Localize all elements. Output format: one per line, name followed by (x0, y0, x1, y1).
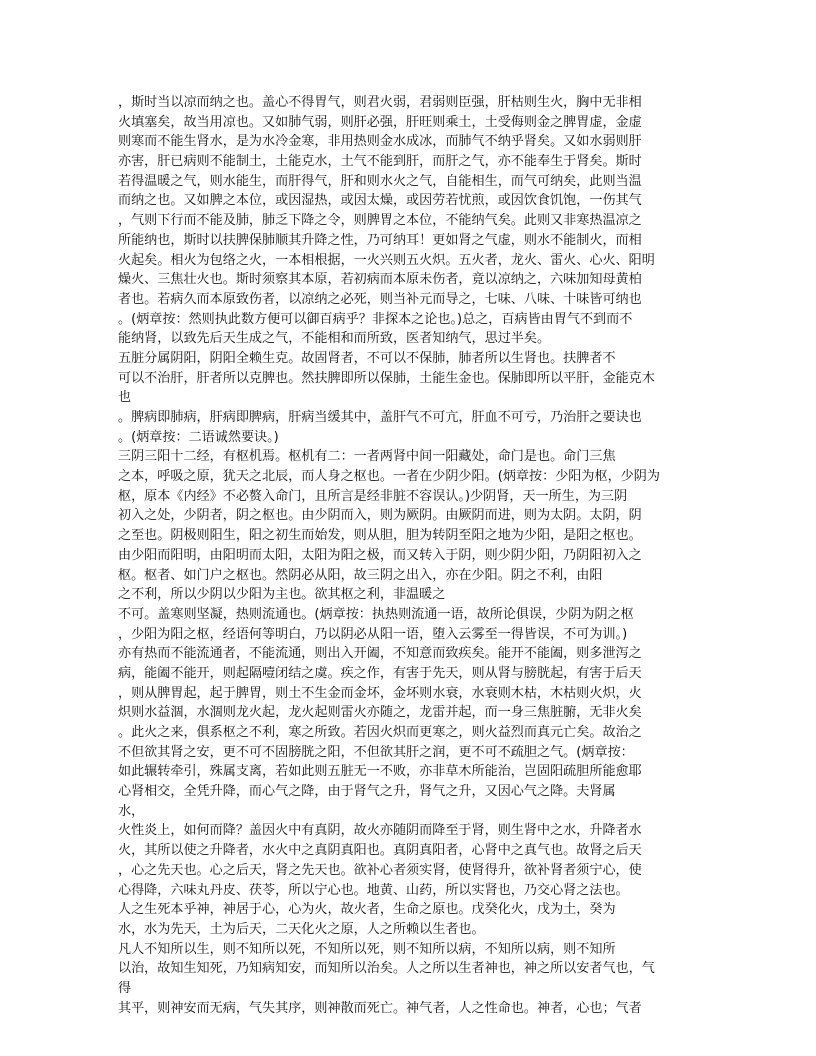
text-line: 。此火之来，俱系枢之不利，寒之所致。若因火炽而更寒之，则火益烈而真元亡矣。故治之 (118, 725, 642, 740)
text-line: 不可。盖寒则坚凝，热则流通也。(炳章按：执热则流通一语，故所论俱误，少阴为阴之枢 (118, 606, 634, 622)
text-line: 由少阳而阳明，由阳明而太阳，太阳为阳之极，而又转入于阴，则少阴少阳，乃阴阳初入之 (118, 547, 642, 563)
text-line: 火，其所以使之升降者，水火中之真阴真阳也。真阴真阳者，心肾中之真气也。故肾之后天 (118, 843, 642, 859)
text-line: 亦害，肝已病则不能制土，土能克水，土气不能到肝，而肝之气，亦不能奉生于肾矣。斯时 (118, 154, 642, 170)
text-line: 五脏分属阴阳，阴阳全赖生克。故固肾者，不可以不保肺，肺者所以生肾也。扶脾者不 (118, 350, 616, 366)
text-line: 水，水为先天，土为后天，二天化火之原，人之所赖以生者也。 (118, 921, 485, 937)
text-line: 其平，则神安而无病，气失其序，则神散而死亡。神气者，人之性命也。神者，心也；气者 (118, 1000, 642, 1016)
text-line: 而纳之也。又如脾之本位，或因湿热，或因太燥，或因劳若忧煎，或因饮食饥饱，一伤其气 (118, 193, 642, 209)
text-line: 。(炳章按：然则执此数方便可以御百病乎？非探本之论也。)总之，百病皆由胃气不到而不 (118, 311, 633, 327)
text-line: 。(炳章按：二语诚然要诀。) (118, 429, 279, 445)
text-line: 初入之处，少阴者，阴之枢也。由少阴而入，则为厥阴。由厥阴而进，则为太阴。太阴，阴 (118, 508, 642, 524)
text-line: 炽则水益涸，水涸则龙火起，龙火起则雷火亦随之，龙雷并起，而一身三焦脏腑，无非火矣 (118, 705, 642, 721)
text-line: 火填塞矣，故当用凉也。又如肺气弱，则肝必强，肝旺则乘土，土受侮则金之脾胃虚，金虚 (118, 114, 642, 130)
text-line: 亦有热而不能流通者，不能流通，则出入开阖，不知意而致疾矣。能开不能阖，则多泄泻之 (118, 646, 642, 662)
text-line: 枢，原本《内经》不必赘入命门，且所言是经非脏不容误认。)少阴肾，天一所生，为三阴 (118, 488, 628, 504)
text-line: 火性炎上，如何而降？盖因火中有真阴，故火亦随阴而降至于肾，则生肾中之水，升降者水 (118, 823, 642, 839)
text-line: 以治，故知生知死，乃知病知安，而知所以治矣。人之所以生者神也，神之所以安者气也，气 (118, 961, 655, 977)
text-line: 病，能阖不能开，则起隔噎闭结之虞。疾之作，有害于先天，则从肾与膀胱起，有害于后天 (118, 665, 642, 681)
text-line: ，心之先天也。心之后天，肾之先天也。欲补心者须实肾，使肾得升，欲补肾者须宁心，使 (118, 862, 642, 878)
text-line: 三阴三阳十二经，有枢机焉。枢机有二：一者两肾中间一阳藏处，命门是也。命门三焦 (118, 449, 616, 465)
text-line: 得 (118, 980, 132, 996)
text-line: ，斯时当以凉而纳之也。盖心不得胃气，则君火弱，君弱则臣强，肝枯则生火，胸中无非相 (118, 95, 642, 110)
text-line: 人之生死本乎神，神居于心，心为火，故火者，生命之原也。戊癸化火，戊为土，癸为 (118, 902, 616, 918)
text-line: 不但欲其肾之安，更不可不固膀胱之阳，不但欲其肝之润，更不可不疏胆之气。(炳章按： (118, 744, 634, 760)
text-line: ，少阳为阳之枢，经语何等明白，乃以阴必从阳一语，堕入云雾至一得皆误，不可为训。) (118, 626, 628, 642)
text-line: ，则从脾胃起，起于脾胃，则土不生金而金坏，金坏则水衰，水衰则木枯，木枯则火炽，火 (118, 685, 642, 701)
text-line: 者也。若病久而本原致伤者，以凉纳之必死，则当补元而导之，七味、八味、十味皆可纳也 (118, 291, 642, 307)
text-line: 之至也。阴极则阳生，阳之初生而始发，则从胆，胆为转阴至阳之地为少阳，是阳之枢也。 (118, 528, 642, 544)
text-line: 之本，呼吸之原，犹天之北辰，而人身之枢也。一者在少阴少阳。(炳章按：少阳为枢，少阴为 (118, 469, 660, 485)
text-line: 心肾相交，全凭升降，而心气之降，由于肾气之升，肾气之升，又因心气之降。夫肾属 (118, 784, 616, 800)
text-line: 。脾病即肺病，肝病即脾病，肝病当缓其中，盖肝气不可亢，肝血不可亏，乃治肝之要诀也 (118, 410, 642, 425)
text-line: 所能纳也，斯时以扶脾保肺顺其升降之性，乃可纳耳！更如肾之气虚，则水不能制火，而相 (118, 232, 642, 248)
text-line: 如此辗转牵引，殊属支离，若如此则五脏无一不败，亦非草木所能治，岂固阳疏胆所能愈耶 (118, 764, 642, 780)
text-line: 水， (118, 803, 145, 819)
text-line: 能纳肾，以致先后天生成之气，不能相和而所致，医者知纳气，思过半矣。 (118, 331, 551, 347)
text-line: 若得温暖之气，则水能生，而肝得气，肝和则水火之气，自能相生，而气可纳矣，此则当温 (118, 173, 642, 189)
text-line: 也 (118, 390, 132, 406)
text-line: 火起矣。相火为包络之火，一本相根据，一火兴则五火炽。五火者，龙火、雷火、心火、阳明 (118, 252, 655, 268)
text-line: 可以不治肝，肝者所以克脾也。然扶脾即所以保肺，土能生金也。保肺即所以平肝，金能克木 (118, 370, 655, 386)
text-line: 枢。枢者、如门户之枢也。然阴必从阳，故三阴之出入，亦在少阳。阴之不利，由阳 (118, 567, 603, 583)
text-line: 之不利，所以少阴以少阳为主也。欲其枢之利，非温暖之 (118, 587, 446, 603)
text-line: ，气则下行而不能及肺，肺乏下降之令，则脾胃之本位，不能纳气矣。此则又非寒热温凉之 (118, 213, 642, 229)
text-line: 凡人不知所以生，则不知所以死，不知所以死，则不知所以病，不知所以病，则不知所 (118, 941, 616, 957)
document-text (118, 93, 702, 1018)
text-line: 心得降，六味丸丹皮、茯苓，所以宁心也。地黄、山药，所以实肾也，乃交心肾之法也。 (118, 882, 629, 898)
text-line: 燥火、三焦壮火也。斯时须察其本原，若初病而本原未伤者，竟以凉纳之，六味加知母黄柏 (118, 272, 642, 288)
text-line: 则寒而不能生肾水，是为水冷金寒，非用热则金水成冰，而肺气不纳乎肾矣。又如水弱则肝 (118, 134, 642, 150)
